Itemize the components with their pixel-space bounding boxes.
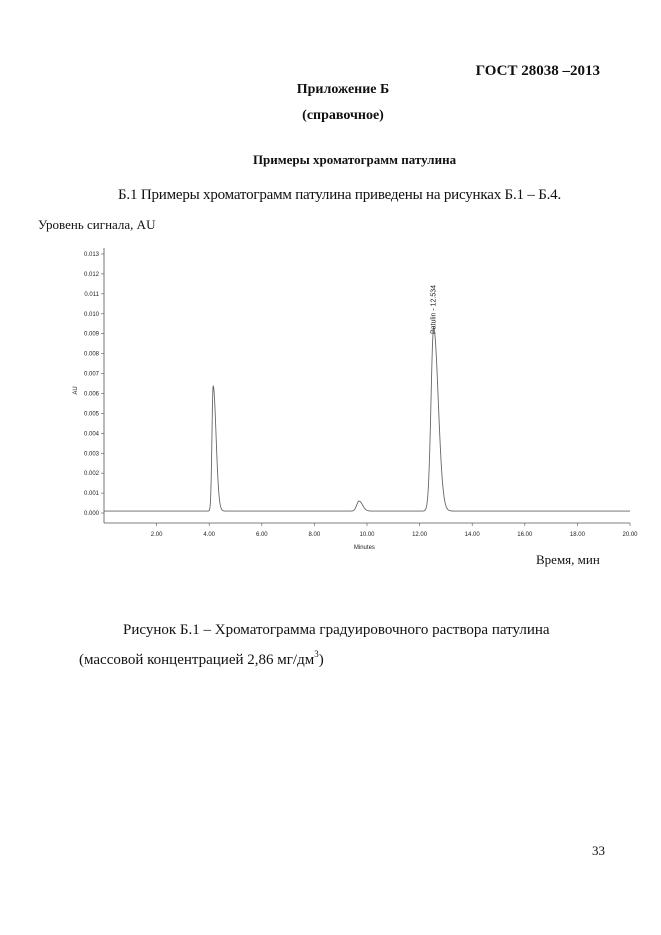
x-tick-label: 2.00 [150, 532, 163, 538]
y-tick-label: 0.006 [83, 391, 99, 398]
figure-caption-line2 [79, 649, 324, 669]
x-tick-label: 6.00 [255, 532, 268, 538]
y-tick-label: 0.009 [83, 331, 99, 338]
y-axis-caption: Уровень сигнала, AU [38, 217, 156, 232]
x-tick-label: 20.00 [622, 532, 638, 538]
y-tick-label: 0.000 [83, 511, 99, 518]
appendix-title: Приложение Б [296, 82, 390, 97]
y-tick-label: 0.004 [83, 431, 99, 438]
y-tick-label: 0.003 [83, 451, 99, 458]
appendix-type: (справочное) [302, 108, 384, 123]
standard-number: ГОСТ 28038 –2013 [475, 63, 600, 79]
y-tick-label: 0.011 [84, 291, 99, 298]
y-tick-label: 0.002 [83, 471, 99, 478]
caption-superscript: 3 [314, 649, 319, 659]
y-axis-title: AU [73, 386, 79, 395]
y-tick-label: 0.008 [83, 351, 99, 358]
x-tick-label: 12.00 [412, 532, 428, 538]
caption-close: ) [318, 652, 324, 668]
y-tick-label: 0.001 [83, 491, 99, 498]
signal-trace [104, 328, 630, 511]
y-tick-label: 0.010 [83, 311, 99, 318]
y-tick-label: 0.013 [83, 251, 99, 258]
x-axis-caption: Время, мин [536, 552, 600, 567]
y-tick-label: 0.007 [83, 371, 99, 378]
peak-label: Patulin - 12.534 [430, 284, 438, 334]
caption-text: (массовой концентрацией 2,86 мг/дм [79, 652, 315, 668]
x-axis-title: Minutes [353, 545, 375, 551]
page-number: 33 [592, 843, 605, 858]
x-tick-label: 16.00 [517, 532, 533, 538]
intro-paragraph: Б.1 Примеры хроматограмм патулина приведены на рисунках Б.1 – Б.4. [118, 187, 562, 203]
y-tick-label: 0.012 [83, 271, 99, 278]
section-title: Примеры хроматограмм патулина [252, 152, 457, 167]
x-tick-label: 4.00 [203, 532, 216, 538]
x-tick-label: 18.00 [569, 532, 585, 538]
y-tick-label: 0.005 [83, 411, 99, 418]
x-tick-label: 14.00 [464, 532, 480, 538]
x-tick-label: 8.00 [308, 532, 321, 538]
x-tick-label: 10.00 [359, 532, 375, 538]
figure-caption-line1: Рисунок Б.1 – Хроматограмма градуировочного раствора патулина [123, 622, 550, 638]
